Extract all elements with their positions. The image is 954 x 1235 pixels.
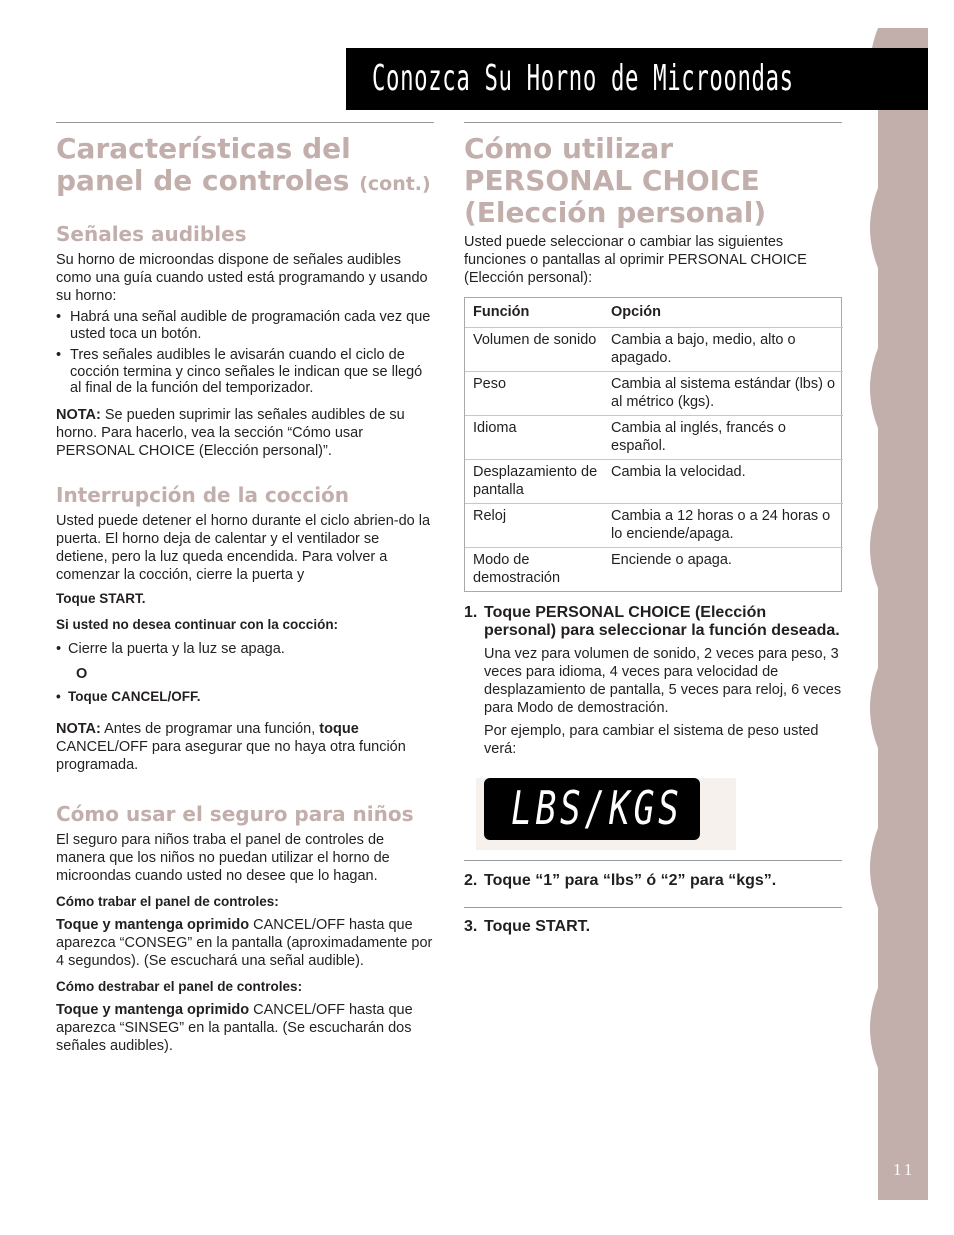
paragraph: Usted puede seleccionar o cambiar las siguientes funciones o pantallas al oprimir PERSONAL CHOICE (Elección personal): — [464, 234, 807, 286]
section-heading: Cómo utilizar PERSONAL CHOICE (Elección personal) — [464, 132, 767, 229]
instruction-heading: Cómo destrabar el panel de controles: — [56, 978, 303, 994]
page-title: Conozca Su Horno de Microondas — [372, 58, 794, 99]
left-column — [56, 122, 434, 1055]
paragraph: Toque y mantenga oprimido CANCEL/OFF hasta que aparezca “SINSEG” en la pantalla. (Se escucharán dos señales audibles). — [56, 1001, 413, 1054]
table-row — [465, 460, 843, 504]
table-row — [465, 548, 843, 592]
table-cell: Cambia al sistema estándar (lbs) o al métrico (kgs). — [603, 372, 843, 416]
bullet-item: • Cierre la puerta y la luz se apaga. — [56, 641, 434, 658]
instruction: Toque START. — [56, 590, 146, 606]
table-row — [465, 372, 843, 416]
table-cell: Volumen de sonido — [465, 328, 603, 372]
table-cell: Cambia a bajo, medio, alto o apagado. — [603, 328, 843, 372]
wave-edge — [858, 28, 882, 1200]
divider — [56, 122, 434, 123]
right-column — [464, 122, 842, 758]
table-row — [465, 416, 843, 460]
table-cell: Cambia a 12 horas o a 24 horas o lo enciende/apaga. — [603, 504, 843, 548]
paragraph: El seguro para niños traba el panel de controles de manera que los niños no puedan utilizar el horno de microondas cuando usted no desee que lo hagan. — [56, 831, 390, 884]
divider — [464, 122, 842, 123]
page-number: 11 — [893, 1160, 916, 1179]
note: NOTA: Antes de programar una función, toque CANCEL/OFF para asegurar que no haya otra función programada. — [56, 720, 406, 773]
paragraph: Su horno de microondas dispone de señales audibles como una guía cuando usted está programando y usando su horno: — [56, 252, 428, 304]
table-cell: Peso — [465, 372, 603, 416]
table-row — [465, 328, 843, 372]
table-cell: Cambia la velocidad. — [603, 460, 843, 504]
instruction: Si usted no desea continuar con la cocción: — [56, 616, 339, 632]
step-3: 3. Toque START. — [464, 918, 591, 935]
step-2: 2. Toque “1” para “lbs” ó “2” para “kgs”. — [464, 872, 777, 889]
side-band — [878, 28, 928, 1200]
options-table — [464, 297, 842, 592]
paragraph: Toque y mantenga oprimido CANCEL/OFF hasta que aparezca “CONSEG” en la pantalla (aproximadamente por 4 segundos). (Se escuchará una señal audible). — [56, 916, 433, 969]
step-1-example: Por ejemplo, para cambiar el sistema de peso usted verá: — [484, 723, 819, 757]
subheading-child-lock: Cómo usar el seguro para niños — [56, 801, 414, 826]
bullet-item: • Tres señales audibles le avisarán cuando el ciclo de cocción termina y cinco señales le indican que se llegó al final de la función del temporizador. — [56, 347, 434, 397]
or-label: O — [76, 666, 88, 682]
table-cell: Desplazamiento de pantalla — [465, 460, 603, 504]
note: NOTA: Se pueden suprimir las señales audibles de su horno. Para hacerlo, vea la sección “Cómo usar PERSONAL CHOICE (Elección personal)”. — [56, 406, 405, 459]
step-1: 1. Toque PERSONAL CHOICE (Elección personal) para seleccionar la función deseada. — [464, 604, 840, 639]
paragraph: Usted puede detener el horno durante el ciclo abrien-do la puerta. El horno deja de calentar y el ventilador se detiene, pero la luz queda encendida. Para volver a comenzar la cocción, cierre la puerta y — [56, 512, 431, 583]
column-header: Opción — [611, 304, 661, 320]
table-cell: Idioma — [465, 416, 603, 460]
instruction-heading: Cómo trabar el panel de controles: — [56, 893, 279, 909]
section-heading: Características del panel de controles (cont.) — [56, 132, 431, 197]
bullet-item: • Habrá una señal audible de programación cada vez que usted toca un botón. — [56, 309, 434, 342]
table-cell: Reloj — [465, 504, 603, 548]
subheading-audible-signals: Señales audibles — [56, 222, 247, 246]
table-cell: Cambia al inglés, francés o español. — [603, 416, 843, 460]
table-cell: Enciende o apaga. — [603, 548, 843, 592]
steps-2-3 — [464, 860, 842, 936]
bullet-item: • Toque CANCEL/OFF. — [56, 689, 434, 706]
table-row — [465, 504, 843, 548]
subheading-cooking-interruption: Interrupción de la cocción — [56, 482, 350, 507]
step-1-body: Una vez para volumen de sonido, 2 veces para peso, 3 veces para idioma, 4 veces para velocidad de desplazamiento de pantalla, 5 veces para reloj, 6 veces para Modo de demostración. — [484, 646, 842, 716]
display-readout: LBS/KGS — [511, 781, 683, 835]
table-header-row — [465, 298, 843, 328]
table-cell: Modo de demostración — [465, 548, 603, 592]
divider — [464, 907, 842, 908]
divider — [464, 860, 842, 861]
column-header: Función — [473, 304, 530, 320]
